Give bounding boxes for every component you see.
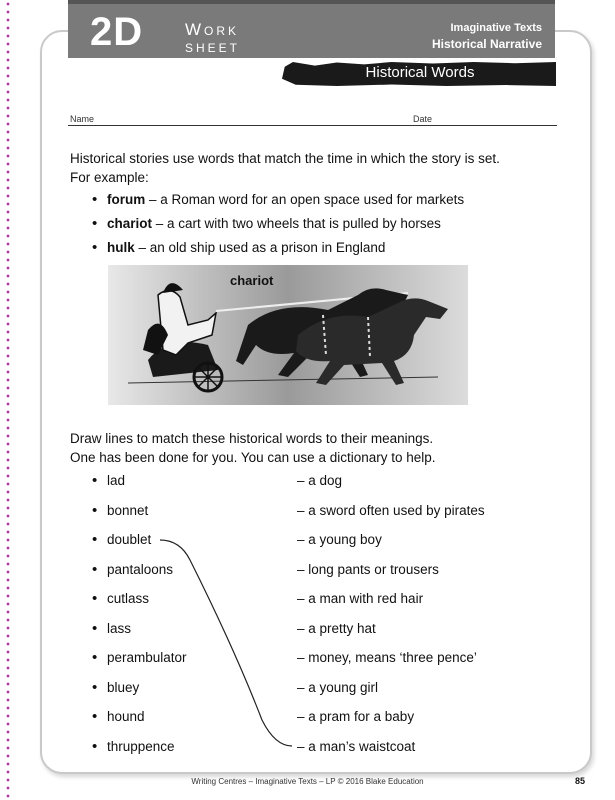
match-word[interactable]: lass — [107, 621, 132, 636]
header-category: Imaginative Texts — [450, 22, 542, 34]
footer-credit: Writing Centres – Imaginative Texts – LP © 2016 Blake Education — [191, 777, 424, 786]
bullet: • — [92, 738, 98, 755]
match-meaning[interactable]: – a young girl — [297, 680, 379, 695]
match-meaning[interactable]: – a pram for a baby — [297, 709, 415, 724]
match-word[interactable]: pantaloons — [107, 562, 174, 577]
match-word[interactable]: bluey — [107, 680, 140, 695]
match-word[interactable]: perambulator — [107, 650, 187, 665]
match-meaning[interactable]: – long pants or trousers — [297, 562, 439, 577]
intro-line-2: For example: — [70, 170, 149, 185]
worksheet-label-sheet: sheet — [185, 37, 241, 56]
example-definition: – a Roman word for an open space used for markets — [145, 192, 465, 207]
example-definition: – an old ship used as a prison in England — [134, 240, 386, 255]
match-meaning[interactable]: – a man’s waistcoat — [297, 739, 416, 754]
example-term: forum — [107, 192, 146, 207]
match-meaning[interactable]: – a dog — [297, 473, 343, 488]
page-number: 85 — [575, 776, 586, 786]
header-topic: Historical Narrative — [431, 37, 542, 51]
example-definition: – a cart with two wheels that is pulled by horses — [152, 216, 441, 231]
bullet: • — [92, 531, 98, 548]
image-caption: chariot — [230, 273, 274, 288]
bullet: • — [92, 561, 98, 578]
match-meaning[interactable]: – a pretty hat — [297, 621, 376, 636]
match-word[interactable]: cutlass — [107, 591, 150, 606]
worksheet-number: 2D — [90, 10, 144, 54]
bullet: • — [92, 708, 98, 725]
date-label: Date — [413, 114, 433, 124]
match-word[interactable]: thruppence — [107, 739, 175, 754]
intro-line-1: Historical stories use words that match the time in which the story is set. — [70, 151, 500, 166]
bullet: • — [92, 590, 98, 607]
match-meaning[interactable]: – a young boy — [297, 532, 382, 547]
example-term: chariot — [107, 216, 153, 231]
bullet: • — [92, 502, 98, 519]
match-meaning[interactable]: – a sword often used by pirates — [297, 503, 485, 518]
instructions-line-2: One has been done for you. You can use a dictionary to help. — [70, 450, 436, 465]
match-word[interactable]: lad — [107, 473, 126, 488]
match-word[interactable]: hound — [107, 709, 145, 724]
page-title: Historical Words — [365, 64, 475, 81]
match-meaning[interactable]: – money, means ‘three pence’ — [297, 650, 477, 665]
name-label: Name — [70, 114, 95, 124]
worksheet-label-work: Work — [185, 20, 240, 39]
instructions-line-1: Draw lines to match these historical words to their meanings. — [70, 431, 434, 446]
bullet: • — [92, 649, 98, 666]
match-word[interactable]: doublet — [107, 532, 152, 547]
bullet: • — [92, 472, 98, 489]
match-word[interactable]: bonnet — [107, 503, 149, 518]
bullet: • — [92, 620, 98, 637]
example-term: hulk — [107, 240, 135, 255]
bullet: • — [92, 679, 98, 696]
match-meaning[interactable]: – a man with red hair — [297, 591, 424, 606]
